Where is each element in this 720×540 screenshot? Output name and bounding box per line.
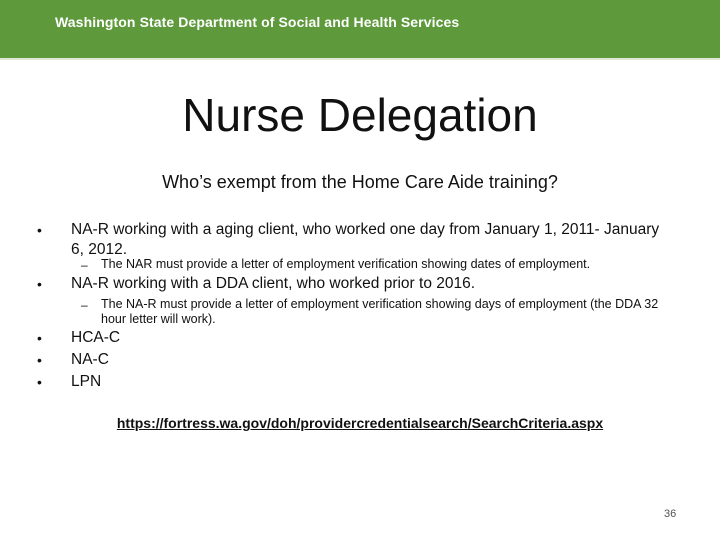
bullet-marker: • (37, 330, 42, 346)
bullet-text: LPN (71, 373, 102, 390)
bullet-text: HCA-C (71, 329, 121, 346)
slide-title: Nurse Delegation (182, 89, 538, 141)
bullet-text: NA-C (71, 351, 109, 368)
header-banner (0, 0, 720, 60)
slide-subtitle: Who’s exempt from the Home Care Aide training? (162, 172, 558, 192)
sub-bullet-text: The NA-R must provide a letter of employment verification showing days of employment (the DDA 32 hour letter will work). (101, 297, 659, 326)
sub-bullet-marker: – (81, 298, 88, 312)
bullet-marker: • (37, 222, 42, 238)
organization-name: Washington State Department of Social and Health Services (55, 14, 460, 30)
credential-search-link[interactable]: https://fortress.wa.gov/doh/providercredentialsearch/SearchCriteria.aspx (116, 415, 604, 431)
bullet-marker: • (37, 276, 42, 292)
bullet-marker: • (37, 352, 42, 368)
sub-bullet-marker: – (81, 258, 88, 272)
bullet-text: NA-R working with a aging client, who worked one day from January 1, 2011- January 6, 2012. (71, 221, 660, 258)
bullet-marker: • (37, 374, 42, 390)
sub-bullet-text: The NAR must provide a letter of employment verification showing dates of employment. (101, 257, 591, 271)
bullet-text: NA-R working with a DDA client, who worked prior to 2016. (71, 275, 476, 292)
page-number: 36 (664, 508, 677, 520)
